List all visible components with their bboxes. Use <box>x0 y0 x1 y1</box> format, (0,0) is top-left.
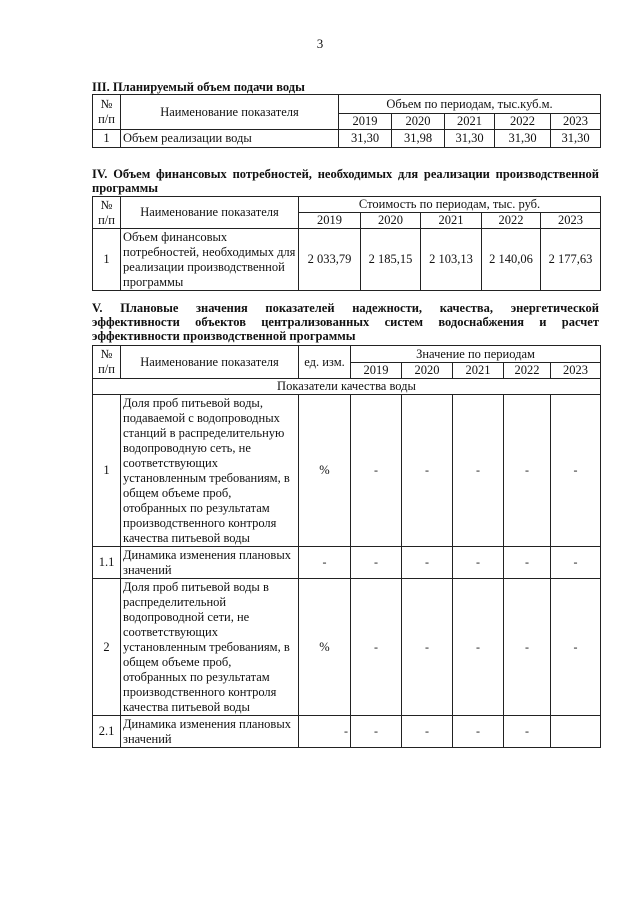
row-value: - <box>402 716 453 748</box>
row-value: 31,30 <box>339 130 392 148</box>
table-row <box>93 547 601 579</box>
header-year: 2023 <box>551 114 601 130</box>
header-year: 2020 <box>361 213 421 229</box>
row-value: 31,98 <box>392 130 445 148</box>
row-value: - <box>551 395 601 547</box>
quality-subheader: Показатели качества воды <box>93 379 601 395</box>
section-3-title: III. Планируемый объем подачи воды <box>92 80 305 94</box>
table-row <box>93 229 601 291</box>
row-num: 1.1 <box>93 547 121 579</box>
row-value: 31,30 <box>495 130 551 148</box>
table-row <box>93 716 601 748</box>
quality-indicators-table <box>92 345 601 748</box>
header-group: Стоимость по периодам, тыс. руб. <box>299 197 601 213</box>
header-year: 2023 <box>551 363 601 379</box>
header-year: 2019 <box>299 213 361 229</box>
section-5-title: V. Плановые значения показателей надежности, качества, энергетической эффективности объектов централизованных систем водоснабжения и расчет эффективности производственной программы <box>92 301 599 343</box>
header-year: 2019 <box>351 363 402 379</box>
row-value: - <box>504 395 551 547</box>
row-name: Объем реализации воды <box>121 130 339 148</box>
row-unit: - <box>299 547 351 579</box>
row-num: 1 <box>93 395 121 547</box>
row-value: - <box>402 547 453 579</box>
header-year: 2021 <box>453 363 504 379</box>
header-year: 2021 <box>445 114 495 130</box>
row-value: - <box>504 716 551 748</box>
row-value: - <box>504 579 551 716</box>
header-year: 2022 <box>504 363 551 379</box>
row-value: - <box>504 547 551 579</box>
row-num: 1 <box>93 130 121 148</box>
page-number: 3 <box>316 36 324 51</box>
row-name: Доля проб питьевой воды в распределительной водопроводной сети, не соответствующих установленным требованиям, в общем объеме проб, отобранных по результатам производственного контроля качества питьевой воды <box>121 579 299 716</box>
header-unit: ед. изм. <box>299 346 351 379</box>
row-value: - <box>351 716 402 748</box>
header-year: 2022 <box>482 213 541 229</box>
row-value <box>551 716 601 748</box>
row-unit: % <box>299 579 351 716</box>
row-value: - <box>551 547 601 579</box>
row-value: - <box>453 579 504 716</box>
row-value: 2 033,79 <box>299 229 361 291</box>
row-value: - <box>453 395 504 547</box>
row-name: Динамика изменения плановых значений <box>121 716 299 748</box>
row-value: - <box>402 579 453 716</box>
table-row <box>93 395 601 547</box>
row-value: - <box>351 395 402 547</box>
header-year: 2023 <box>541 213 601 229</box>
header-num: № п/п <box>93 346 121 379</box>
row-value: - <box>351 547 402 579</box>
row-num: 2 <box>93 579 121 716</box>
row-num: 1 <box>93 229 121 291</box>
row-value: 31,30 <box>551 130 601 148</box>
header-year: 2020 <box>402 363 453 379</box>
row-value: 31,30 <box>445 130 495 148</box>
row-value: - <box>453 716 504 748</box>
row-value: - <box>453 547 504 579</box>
row-num: 2.1 <box>93 716 121 748</box>
row-value: - <box>402 395 453 547</box>
header-name: Наименование показателя <box>121 95 339 130</box>
row-name: Доля проб питьевой воды, подаваемой с водопроводных станций в распределительную водопроводную сеть, не соответствующих установленным требованиям, в общем объеме проб, отобранных по результатам производственного контроля качества питьевой воды <box>121 395 299 547</box>
header-name: Наименование показателя <box>121 197 299 229</box>
row-value: 2 185,15 <box>361 229 421 291</box>
financial-needs-table <box>92 196 601 291</box>
header-num: № п/п <box>93 95 121 130</box>
row-value: 2 103,13 <box>421 229 482 291</box>
row-unit: % <box>299 395 351 547</box>
row-value: 2 140,06 <box>482 229 541 291</box>
header-group: Объем по периодам, тыс.куб.м. <box>339 95 601 114</box>
row-value: - <box>551 579 601 716</box>
header-group: Значение по периодам <box>351 346 601 363</box>
row-name: Объем финансовых потребностей, необходимых для реализации производственной программы <box>121 229 299 291</box>
header-name: Наименование показателя <box>121 346 299 379</box>
header-year: 2020 <box>392 114 445 130</box>
table-row <box>93 579 601 716</box>
header-year: 2019 <box>339 114 392 130</box>
row-value: - <box>351 579 402 716</box>
table-row <box>93 130 601 148</box>
header-year: 2021 <box>421 213 482 229</box>
header-year: 2022 <box>495 114 551 130</box>
header-num: № п/п <box>93 197 121 229</box>
water-supply-table <box>92 94 601 148</box>
section-4-title: IV. Объем финансовых потребностей, необходимых для реализации производственной программы <box>92 167 599 195</box>
row-name: Динамика изменения плановых значений <box>121 547 299 579</box>
row-value: 2 177,63 <box>541 229 601 291</box>
row-unit: - <box>299 716 351 748</box>
